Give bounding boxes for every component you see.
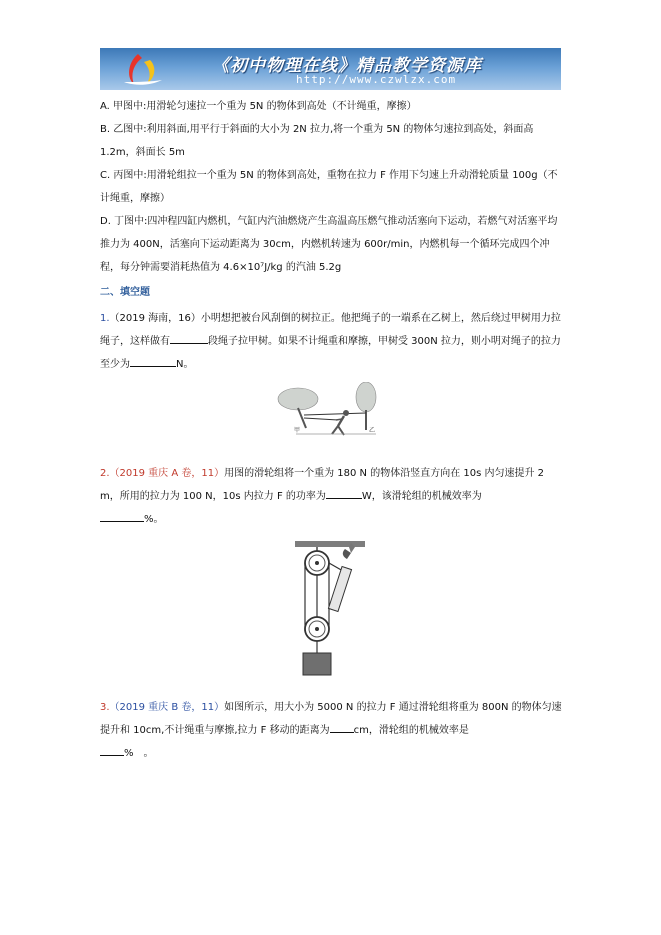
question-2-text-c: %。	[144, 514, 164, 525]
question-2-blank-2[interactable]	[100, 509, 144, 522]
option-a: A. 甲图中:用滑轮匀速拉一个重为 5N 的物体到高处（不计绳重，摩擦）	[100, 101, 417, 112]
section-title: 二、填空题	[100, 287, 150, 298]
question-2	[100, 462, 562, 531]
question-1-text-c: N。	[176, 359, 194, 370]
question-1-text-a: （2019 海南，16）小明想把被台风刮倒的树拉正。他把绳子的一端系在乙树上，然后绕过甲树用力拉绳子，这样做有	[100, 313, 561, 347]
question-1-blank-2[interactable]	[130, 354, 176, 367]
logo-icon	[120, 52, 164, 86]
spring-scale-icon	[328, 543, 355, 611]
tree-a-label: 甲	[294, 427, 301, 434]
weight-block-icon	[303, 653, 331, 675]
question-2-text-a: 用图的滑轮组将一个重为 180 N 的物体沿竖直方向在 10s 内匀速提升 2 m，所用的拉力为 100 N，10s 内拉力 F 的功率为	[100, 468, 545, 502]
question-2-blank-1[interactable]	[326, 486, 362, 499]
document-body	[100, 95, 562, 765]
option-c: C. 丙图中:用滑轮组拉一个重为 5N 的物体到高处，重物在拉力 F 作用下匀速上升动滑轮质量 100g（不计绳重，摩擦）	[100, 170, 558, 204]
question-2-source: （2019 重庆 A 卷，11）	[109, 468, 225, 479]
ceiling-icon	[295, 541, 365, 547]
movable-pulley-icon	[305, 617, 329, 641]
option-d: D. 丁图中:四冲程四缸内燃机，气缸内汽油燃烧产生高温高压燃气推动活塞向下运动，若燃气对活塞平均推力为 400N，活塞向下运动距离为 30cm，内燃机转速为 600r/min，内燃机每一个循环完成四个冲程，每分钟需要消耗热值为 4.6×10⁷J/kg 的汽油 5.2g	[100, 216, 558, 273]
fixed-pulley-icon	[305, 551, 329, 575]
rope-icon	[304, 413, 366, 420]
question-3-text-c: % 。	[124, 748, 154, 759]
tree-a-icon	[278, 388, 318, 428]
question-1-text-b: 段绳子拉甲树。如果不计绳重和摩擦，甲树受 300N 拉力，则小明对绳子的拉力至少为	[100, 336, 561, 370]
tree-b-label: 乙	[369, 427, 376, 434]
question-3-text-b: cm，滑轮组的机械效率是	[353, 725, 469, 736]
banner-url: http://www.czwlzx.com	[296, 73, 457, 86]
tree-b-icon	[356, 382, 376, 430]
question-3-text-a: 如图所示，用大小为 5000 N 的拉力 F 通过滑轮组将重为 800N 的物体匀速提升和 10cm,不计绳重与摩擦,拉力 F 移动的距离为	[100, 702, 562, 736]
figure-pulley-system	[291, 541, 371, 676]
question-3-number: 3.	[100, 702, 110, 713]
question-1-number: 1.	[100, 313, 110, 324]
option-b: B. 乙图中:利用斜面,用平行于斜面的大小为 2N 拉力,将一个重为 5N 的物体匀速拉到高处，斜面高 1.2m，斜面长 5m	[100, 124, 534, 158]
question-2-number: 2.	[100, 468, 110, 479]
question-3-blank-1[interactable]	[330, 720, 354, 733]
question-3-source: （2019 重庆 B 卷，11）	[109, 702, 225, 713]
question-3-blank-2[interactable]	[100, 743, 124, 756]
question-1	[100, 307, 562, 376]
figure-trees	[276, 382, 386, 438]
question-3	[100, 696, 562, 765]
question-1-blank-1[interactable]	[170, 331, 208, 344]
question-2-text-b: W，该滑轮组的机械效率为	[361, 491, 482, 502]
banner-title: 《初中物理在线》精品教学资源库	[212, 56, 482, 76]
header-banner	[100, 48, 561, 90]
